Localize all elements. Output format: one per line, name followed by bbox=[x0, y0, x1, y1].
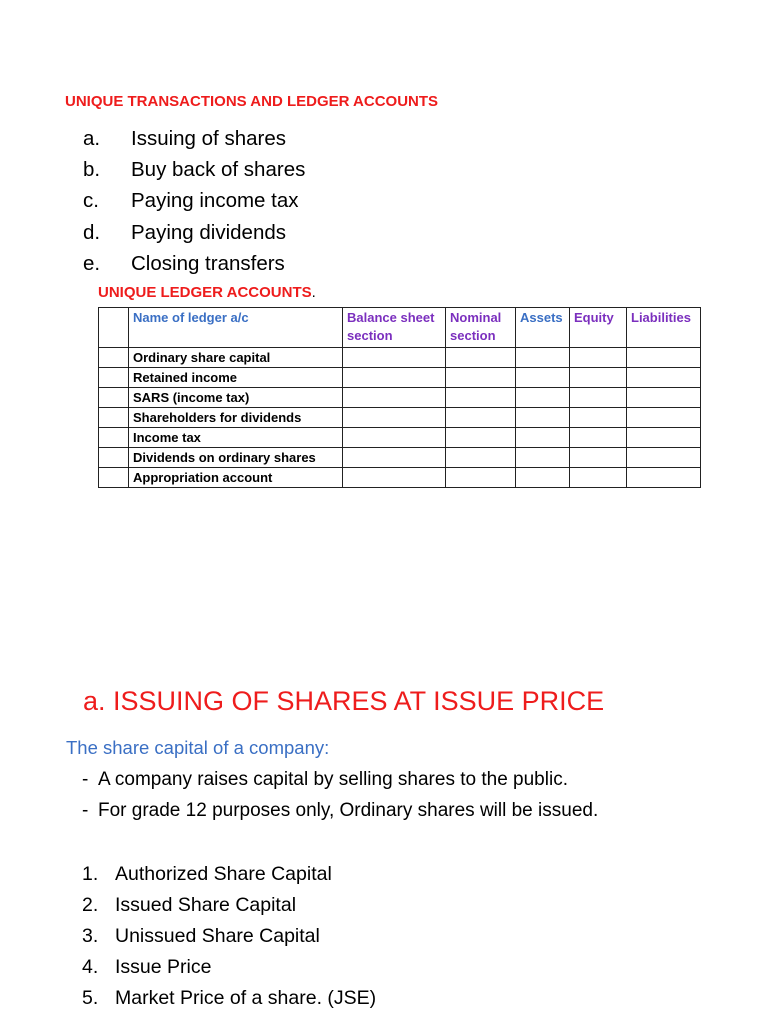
empty-cell bbox=[446, 388, 516, 408]
empty-cell bbox=[343, 428, 446, 448]
empty-cell bbox=[570, 428, 627, 448]
row-blank-cell bbox=[99, 388, 129, 408]
empty-cell bbox=[570, 388, 627, 408]
item-number: 4. bbox=[82, 956, 99, 978]
ledger-name-cell: Appropriation account bbox=[129, 468, 343, 488]
empty-cell bbox=[627, 428, 701, 448]
empty-cell bbox=[343, 468, 446, 488]
ledger-name-cell: Income tax bbox=[129, 428, 343, 448]
empty-cell bbox=[627, 408, 701, 428]
item-text: Closing transfers bbox=[131, 252, 285, 275]
empty-cell bbox=[446, 448, 516, 468]
header-blank-cell bbox=[99, 308, 129, 348]
heading-ledger-dot: . bbox=[311, 284, 316, 301]
row-blank-cell bbox=[99, 468, 129, 488]
item-text: Paying income tax bbox=[131, 189, 299, 212]
empty-cell bbox=[627, 468, 701, 488]
table-row bbox=[99, 428, 701, 448]
empty-cell bbox=[516, 408, 570, 428]
empty-cell bbox=[516, 428, 570, 448]
empty-cell bbox=[627, 348, 701, 368]
item-letter: c. bbox=[83, 189, 99, 212]
item-letter: a. bbox=[83, 127, 101, 150]
heading-unique-ledger-accounts bbox=[98, 284, 316, 301]
empty-cell bbox=[627, 448, 701, 468]
item-text: Buy back of shares bbox=[131, 158, 306, 181]
item-number: 1. bbox=[82, 863, 99, 885]
empty-cell bbox=[570, 448, 627, 468]
header-equity: Equity bbox=[570, 308, 627, 348]
row-blank-cell bbox=[99, 368, 129, 388]
item-number: 2. bbox=[82, 894, 99, 916]
table-row bbox=[99, 348, 701, 368]
empty-cell bbox=[446, 408, 516, 428]
empty-cell bbox=[343, 368, 446, 388]
table-row bbox=[99, 408, 701, 428]
item-letter: d. bbox=[83, 221, 101, 244]
transaction-item bbox=[83, 221, 286, 245]
header-balance-sheet-section: Balance sheet section bbox=[343, 308, 446, 348]
empty-cell bbox=[627, 388, 701, 408]
ledger-accounts-table bbox=[98, 307, 701, 488]
item-text: Authorized Share Capital bbox=[115, 863, 332, 885]
ledger-name-cell: SARS (income tax) bbox=[129, 388, 343, 408]
table-row bbox=[99, 368, 701, 388]
heading-ledger-text: UNIQUE LEDGER ACCOUNTS bbox=[98, 284, 312, 301]
empty-cell bbox=[446, 468, 516, 488]
item-number: 3. bbox=[82, 925, 99, 947]
item-number: 5. bbox=[82, 987, 99, 1009]
empty-cell bbox=[516, 468, 570, 488]
row-blank-cell bbox=[99, 448, 129, 468]
empty-cell bbox=[446, 428, 516, 448]
item-letter: e. bbox=[83, 252, 101, 275]
numbered-item bbox=[82, 925, 320, 948]
numbered-item bbox=[82, 863, 332, 886]
header-name-of-ledger: Name of ledger a/c bbox=[129, 308, 343, 348]
empty-cell bbox=[446, 368, 516, 388]
numbered-item bbox=[82, 956, 211, 979]
empty-cell bbox=[343, 348, 446, 368]
bullet-text: For grade 12 purposes only, Ordinary shares will be issued. bbox=[98, 800, 599, 821]
empty-cell bbox=[446, 348, 516, 368]
bullet-dash: - bbox=[82, 769, 89, 790]
numbered-item bbox=[82, 894, 296, 917]
item-text: Issuing of shares bbox=[131, 127, 286, 150]
empty-cell bbox=[516, 388, 570, 408]
bullet-text: A company raises capital by selling shares to the public. bbox=[98, 769, 568, 790]
item-text: Market Price of a share. (JSE) bbox=[115, 987, 377, 1009]
empty-cell bbox=[516, 448, 570, 468]
empty-cell bbox=[570, 348, 627, 368]
transaction-item bbox=[83, 127, 286, 151]
item-text: Paying dividends bbox=[131, 221, 286, 244]
transaction-item bbox=[83, 189, 299, 213]
section-a-title: a. ISSUING OF SHARES AT ISSUE PRICE bbox=[83, 686, 605, 716]
empty-cell bbox=[627, 368, 701, 388]
item-text: Issued Share Capital bbox=[115, 894, 297, 916]
empty-cell bbox=[570, 368, 627, 388]
item-text: Unissued Share Capital bbox=[115, 925, 320, 947]
transaction-item bbox=[83, 252, 285, 276]
empty-cell bbox=[570, 468, 627, 488]
table-header-row bbox=[99, 308, 701, 348]
item-letter: b. bbox=[83, 158, 101, 181]
share-capital-subheading: The share capital of a company: bbox=[66, 737, 330, 758]
empty-cell bbox=[516, 348, 570, 368]
empty-cell bbox=[343, 448, 446, 468]
table-row bbox=[99, 468, 701, 488]
header-liabilities: Liabilities bbox=[627, 308, 701, 348]
bullet-dash: - bbox=[82, 800, 89, 821]
row-blank-cell bbox=[99, 348, 129, 368]
ledger-name-cell: Shareholders for dividends bbox=[129, 408, 343, 428]
empty-cell bbox=[516, 368, 570, 388]
ledger-name-cell: Ordinary share capital bbox=[129, 348, 343, 368]
item-text: Issue Price bbox=[115, 956, 212, 978]
transaction-item bbox=[83, 158, 305, 182]
row-blank-cell bbox=[99, 408, 129, 428]
table-row bbox=[99, 448, 701, 468]
bullet-item bbox=[82, 800, 598, 822]
ledger-name-cell: Retained income bbox=[129, 368, 343, 388]
header-assets: Assets bbox=[516, 308, 570, 348]
bullet-item bbox=[82, 769, 568, 791]
numbered-item bbox=[82, 987, 376, 1010]
ledger-name-cell: Dividends on ordinary shares bbox=[129, 448, 343, 468]
empty-cell bbox=[343, 408, 446, 428]
heading-unique-transactions: UNIQUE TRANSACTIONS AND LEDGER ACCOUNTS bbox=[65, 93, 439, 110]
empty-cell bbox=[570, 408, 627, 428]
header-nominal-section: Nominal section bbox=[446, 308, 516, 348]
row-blank-cell bbox=[99, 428, 129, 448]
empty-cell bbox=[343, 388, 446, 408]
table-row bbox=[99, 388, 701, 408]
